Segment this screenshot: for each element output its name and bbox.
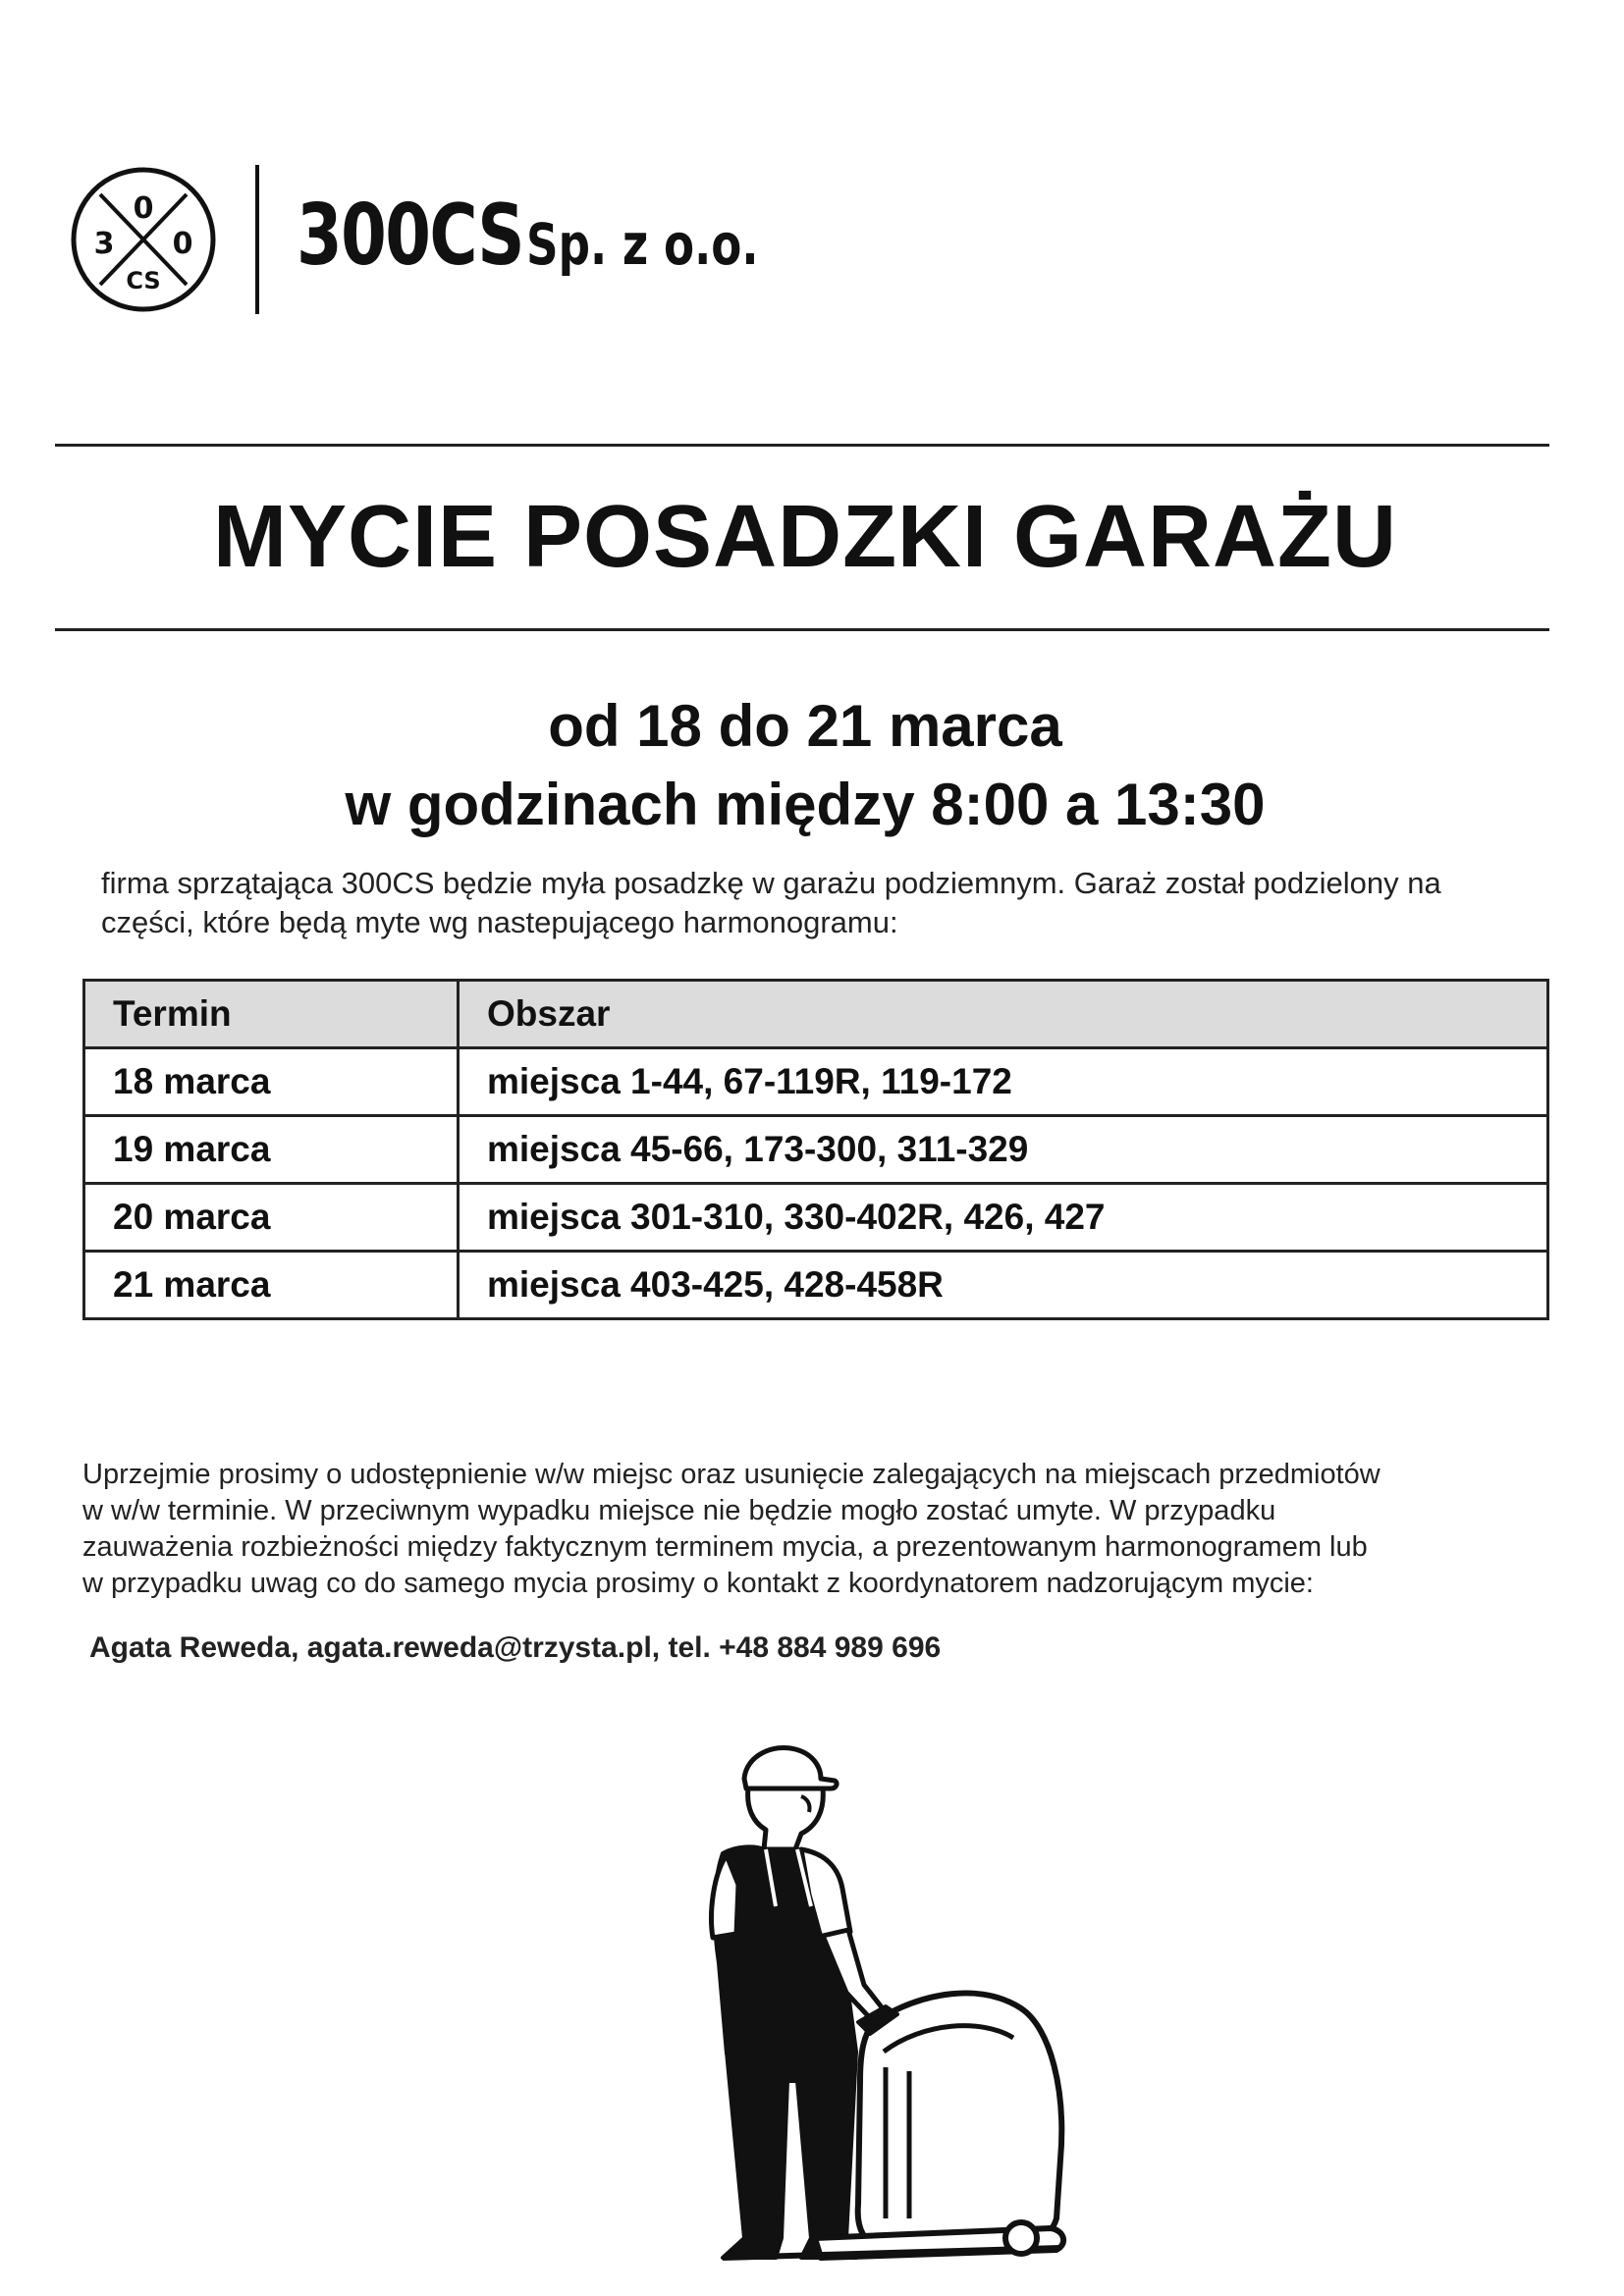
notice-line: Uprzejmie prosimy o udostępnienie w/w miejsc oraz usunięcie zalegających na miejscach przedmiotów — [82, 1459, 1380, 1490]
company-name — [297, 187, 824, 285]
notice-line: w w/w terminie. W przeciwnym wypadku miejsce nie będzie mogło zostać umyte. W przypadku — [82, 1495, 1276, 1526]
row-area: miejsca 1-44, 67-119R, 119-172 — [459, 1048, 1548, 1116]
row-date: 21 marca — [84, 1252, 459, 1319]
logo-left-digit: 3 — [93, 227, 115, 261]
table-header-row — [84, 981, 1548, 1048]
intro-paragraph — [101, 864, 1554, 942]
contact-info: Agata Reweda, agata.reweda@trzysta.pl, tel. +48 884 989 696 — [89, 1631, 942, 1664]
logo-right-digit: 0 — [172, 227, 193, 261]
row-area: miejsca 45-66, 173-300, 311-329 — [459, 1116, 1548, 1184]
row-area: miejsca 403-425, 428-458R — [459, 1252, 1548, 1319]
company-name-suffix: Sp. z o.o. — [526, 211, 759, 278]
intro-line: części, które będą myte wg nastepującego harmonogramu: — [101, 905, 898, 939]
row-date: 20 marca — [84, 1184, 459, 1252]
row-date: 19 marca — [84, 1116, 459, 1184]
time-range: w godzinach między 8:00 a 13:30 — [345, 772, 1266, 837]
table-row — [84, 1184, 1548, 1252]
date-range: od 18 do 21 marca — [548, 693, 1062, 759]
header-area: Obszar — [459, 981, 1548, 1048]
notice-line: w przypadku uwag co do samego mycia prosimy o kontakt z koordynatorem nadzorującym mycie: — [82, 1568, 1314, 1599]
logo-emblem-icon — [69, 165, 218, 314]
table-row — [84, 1116, 1548, 1184]
table-row — [84, 1048, 1548, 1116]
logo-top-digit: 0 — [133, 191, 154, 226]
intro-line: firma sprzątająca 300CS będzie myła posadzkę w garażu podziemnym. Garaż został podzielony na — [101, 866, 1441, 900]
header-date: Termin — [84, 981, 459, 1048]
company-logo — [69, 165, 759, 322]
floor-cleaning-worker-illustration — [628, 1728, 1080, 2277]
notice-paragraph — [82, 1457, 1549, 1602]
notice-line: zauważenia rozbieżności między faktycznym terminem mycia, a prezentowanym harmonogramem lub — [82, 1531, 1368, 1563]
company-name-main: 300CS — [297, 187, 524, 285]
schedule-table — [82, 979, 1549, 1320]
top-rule — [55, 444, 1549, 447]
bottom-rule — [55, 628, 1549, 631]
row-area: miejsca 301-310, 330-402R, 426, 427 — [459, 1184, 1548, 1252]
logo-bottom-letters: CS — [126, 267, 161, 294]
page-title: MYCIE POSADZKI GARAŻU — [212, 488, 1398, 586]
row-date: 18 marca — [84, 1048, 459, 1116]
logo-divider — [255, 165, 259, 314]
table-row — [84, 1252, 1548, 1319]
